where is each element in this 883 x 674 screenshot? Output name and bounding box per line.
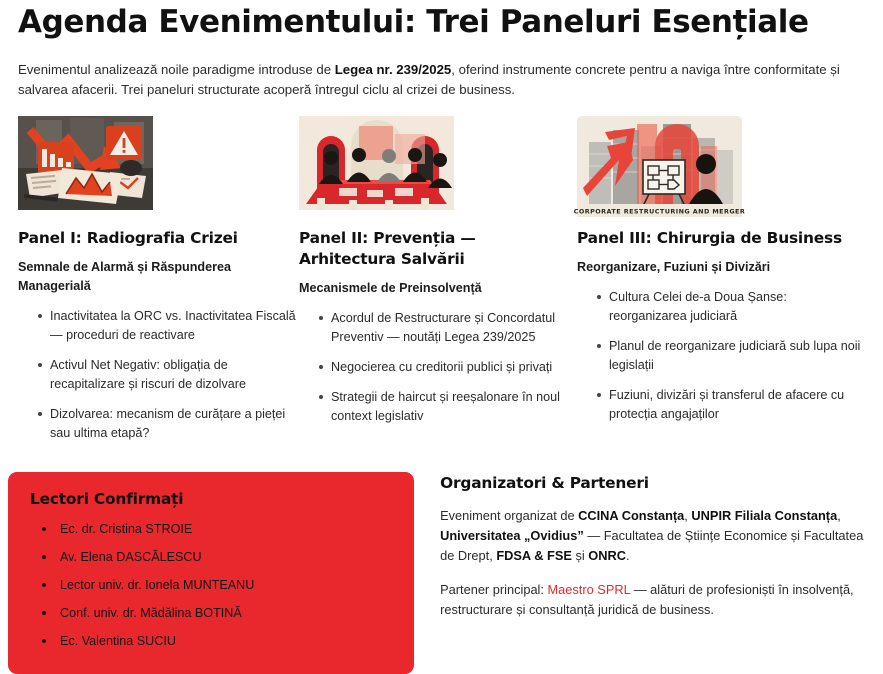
lectors-title: Lectori Confirmați (30, 490, 184, 508)
organizers-paragraph (440, 506, 865, 566)
list-item: Av. Elena DASCĂLESCU (42, 548, 392, 566)
intro-text-part1: Evenimentul analizează noile paradigme introduse de (18, 62, 335, 77)
organizer-unpir: UNPIR Filiala Constanța (691, 508, 838, 523)
list-item: Dizolvarea: mecanism de curățare a pieței sau ultima etapă? (38, 405, 299, 443)
list-item: Fuziuni, divizări și transferul de afacere cu protecția angajaților (597, 386, 865, 424)
list-item: Lector univ. dr. Ionela MUNTEANU (42, 576, 392, 594)
list-item: Ec. Valentina SUCIU (42, 632, 392, 650)
crisis-chart-illustration (18, 116, 153, 210)
sep-2: , (837, 508, 841, 523)
organizer-fdsa-fse: FDSA & FSE (496, 548, 572, 563)
main-partner-paragraph (440, 580, 865, 620)
sep-3: și (571, 548, 589, 563)
main-partner-lead: Partener principal: (440, 582, 548, 597)
partners-section (440, 472, 865, 620)
list-item: Conf. univ. dr. Mădălina BOTINĂ (42, 604, 392, 622)
panel-2-title: Panel II: Prevenția — Arhitectura Salvării (299, 229, 476, 268)
organizers-lead: Eveniment organizat de (440, 508, 579, 523)
main-partner-tail: — alături de profesioniști în insolvență, restructurare și consultanță juridică de business. (440, 582, 854, 617)
intro-text-part2: , oferind instrumente concrete pentru a naviga între conformitate și salvarea afacerii. Trei paneluri structurate acoperă întregul ciclu al crizei de business. (18, 62, 840, 97)
panel-3-title: Panel III: Chirurgia de Business (577, 229, 842, 247)
page-title: Agenda Evenimentului: Trei Paneluri Esențiale (18, 4, 809, 40)
panel-column-3 (573, 116, 865, 454)
list-item: Inactivitatea la ORC vs. Inactivitatea Fiscală — proceduri de reactivare (38, 307, 299, 345)
list-item: Cultura Celei de-a Doua Șanse: reorganizarea judiciară (597, 288, 865, 326)
sep-4: . (625, 548, 630, 563)
svg-text:CORPORATE RESTRUCTURING AND ME: CORPORATE RESTRUCTURING AND MERGER (573, 207, 746, 216)
organizer-ovidius: Universitatea „Ovidius” (440, 528, 584, 543)
panel-column-1 (18, 116, 299, 454)
panels-row (18, 116, 865, 454)
corporate-restructuring-illustration (573, 116, 746, 217)
sep-1: , (684, 508, 692, 523)
list-item: Ec. dr. Cristina STROIE (42, 520, 392, 538)
boardroom-meeting-illustration (299, 116, 454, 210)
list-item: Strategii de haircut și reeșalonare în noul context legislativ (319, 388, 577, 426)
panel-2-subtitle: Mecanismele de Preinsolvență (299, 281, 482, 295)
list-item: Negocierea cu creditorii publici și privați (319, 358, 577, 377)
list-item: Activul Net Negativ: obligația de recapitalizare și riscuri de dizolvare (38, 356, 299, 394)
panel-1-subtitle: Semnale de Alarmă și Răspunderea Managerială (18, 260, 232, 293)
intro-law-reference: Legea nr. 239/2025 (334, 62, 452, 77)
organizer-ccina: CCINA Constanța (578, 508, 685, 523)
organizers-mid: — Facultatea de Științe Economice și Facultatea de Drept, (440, 528, 864, 563)
lectors-list (30, 520, 392, 650)
panel-1-bullets (18, 307, 299, 443)
main-partner-name: Maestro SPRL (547, 582, 631, 597)
bottom-row (18, 472, 865, 674)
lectors-card (8, 472, 414, 674)
list-item: Acordul de Restructurare și Concordatul Preventiv — noutăți Legea 239/2025 (319, 309, 577, 347)
panel-3-bullets (577, 288, 865, 424)
intro-paragraph (18, 60, 865, 100)
panel-1-title: Panel I: Radiografia Crizei (18, 229, 238, 247)
list-item: Planul de reorganizare judiciară sub lupa noii legislații (597, 337, 865, 375)
panel-2-bullets (299, 309, 577, 426)
panel-3-subtitle: Reorganizare, Fuziuni și Divizări (577, 260, 771, 274)
organizer-onrc: ONRC (588, 548, 626, 563)
partners-title: Organizatori & Parteneri (440, 474, 649, 492)
panel-column-2 (299, 116, 577, 454)
